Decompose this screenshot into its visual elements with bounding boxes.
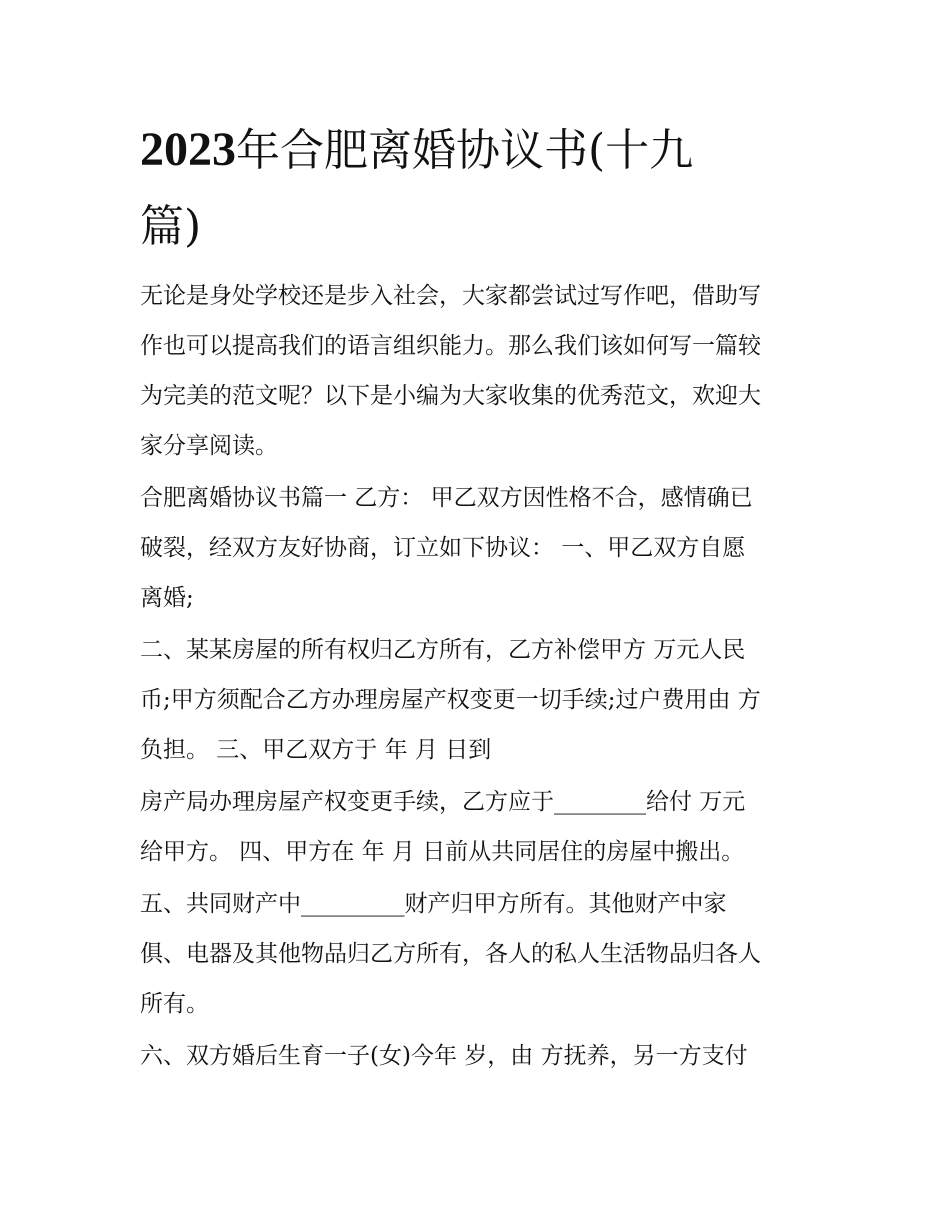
text-line: 离婚;	[140, 585, 194, 611]
text-line: 俱、电器及其他物品归乙方所有，各人的私人生活物品归各人	[140, 941, 761, 967]
text-line: 币;甲方须配合乙方办理房屋产权变更一切手续;过户费用由 方	[140, 687, 761, 713]
title-line-2: 篇)	[140, 201, 202, 252]
document-content	[140, 112, 815, 1083]
title-line-1: 年合肥离婚协议书(十九	[236, 125, 694, 176]
title-year: 2023	[140, 123, 236, 176]
text-line: 六、双方婚后生育一子(女)今年 岁，由 方抚养，另一方支付	[140, 1043, 748, 1069]
text-line: 作也可以提高我们的语言组织能力。那么我们该如何写一篇较	[140, 333, 761, 359]
text-line: 家分享阅读。	[140, 433, 278, 459]
paragraph-clause-2	[140, 625, 815, 775]
text-line: 所有。	[140, 991, 209, 1017]
paragraph-clause-5	[140, 879, 815, 1029]
text-line: 为完美的范文呢？以下是小编为大家收集的优秀范文，欢迎大	[140, 383, 761, 409]
text-line: 二、某某房屋的所有权归乙方所有，乙方补偿甲方 万元人民	[140, 637, 746, 663]
text-line: 给甲方。 四、甲方在 年 月 日前从共同居住的房屋中搬出。	[140, 839, 745, 865]
text-line: 五、共同财产中_________财产归甲方所有。其他财产中家	[140, 891, 727, 917]
text-line: 房产局办理房屋产权变更手续，乙方应于________给付 万元	[140, 789, 746, 815]
text-line: 合肥离婚协议书篇一 乙方： 甲乙双方因性格不合，感情确已	[140, 485, 753, 511]
text-line: 负担。 三、甲乙双方于 年 月 日到	[140, 737, 492, 763]
paragraph-clause-3-4	[140, 777, 815, 877]
document-title	[140, 112, 815, 265]
paragraph-intro	[140, 271, 815, 471]
text-line: 破裂，经双方友好协商，订立如下协议： 一、甲乙双方自愿	[140, 535, 746, 561]
text-line: 无论是身处学校还是步入社会，大家都尝试过写作吧，借助写	[140, 283, 761, 309]
paragraph-agreement-1	[140, 473, 815, 623]
paragraph-clause-6	[140, 1031, 815, 1081]
